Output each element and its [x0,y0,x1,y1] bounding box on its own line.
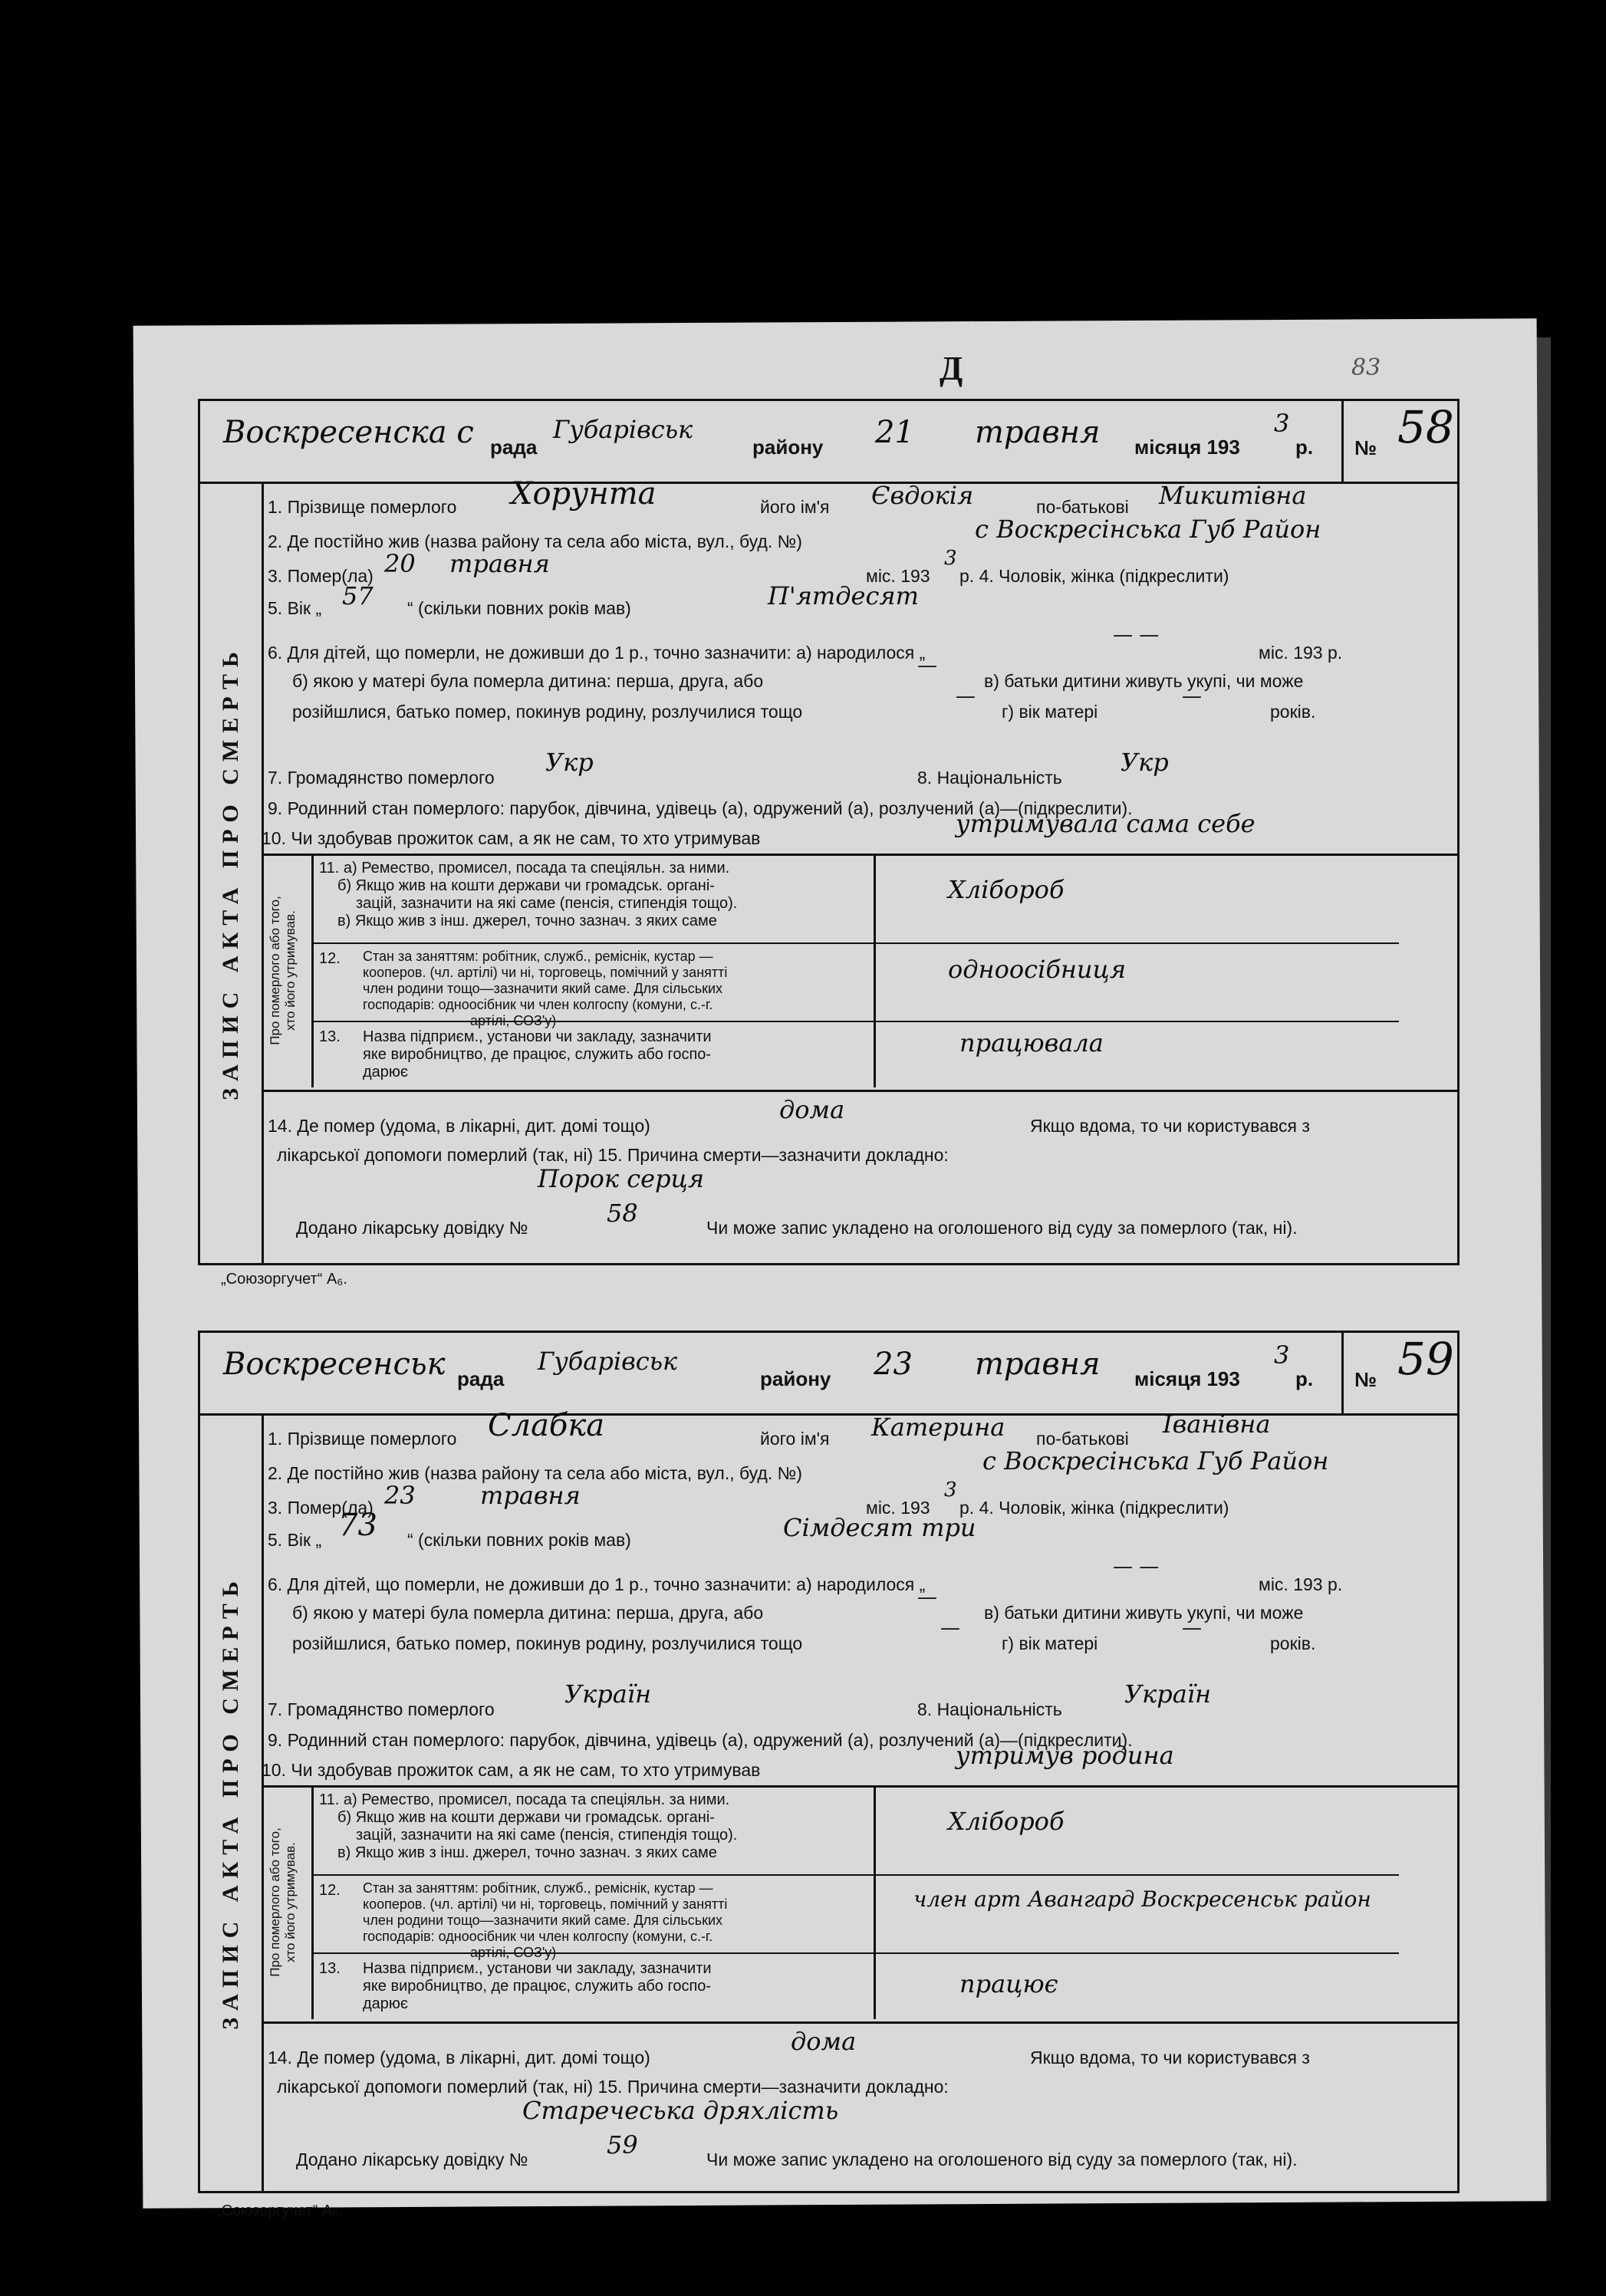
page-letter: Д [940,350,963,387]
field-name: Катерина [871,1413,1005,1442]
field-10-label: 10. Чи здобував прожиток сам, а як не сам, то хто утримував [262,828,761,848]
field-3-month-label: міс. 193 [866,1498,930,1518]
occupation-side-divider [311,1785,314,2019]
field-death-month: травня [449,549,550,578]
header-raion-label: району [760,1367,831,1390]
field-workplace: працювала [959,1028,1104,1058]
header-month-label: місяця 193 [1134,1367,1240,1390]
header-year-digit: 3 [1274,1340,1290,1370]
field-supported: утримув родина [956,1741,1174,1770]
field-6e-label: г) вік матері [1002,702,1098,722]
field-5-label: 5. Вік „ [268,598,322,618]
header-rada-label: рада [490,436,538,459]
field-nationality: Україн [1124,1679,1212,1709]
header-year-digit: 3 [1274,409,1290,438]
header-raion: Губарівськ [538,1347,678,1376]
record-number-box [1341,401,1457,482]
field-status: член арт Авангард Воскресенськ район [913,1886,1371,1912]
field-child-order: — [917,1586,937,1609]
field-cause: Старечеська дряхлість [522,2096,839,2125]
field-12-label: Стан за заняттям: робітник, служб., реміснік, кустар — кооперов. (чл. артілі) чи ні, торговець, помічний у занятті член родини тощо—зазначити який саме. Для сільських господарів: одноосібник чи член колгоспу (комуни, с.-г. артілі, СОЗ'у) [363,949,728,1028]
field-age: 57 [342,581,374,610]
header-day: 21 [875,415,914,450]
field-patronymic: Микитівна [1159,481,1307,510]
field-6-month-label: міс. 193 р. [1259,643,1343,663]
field-6d-label: розійшлися, батько помер, покинув родину, розлучилися тощо [292,1633,803,1653]
field-supported: утримувала сама себе [956,809,1256,838]
record-number-box [1341,1333,1457,1413]
field-6-label: 6. Для дітей, що померли, не доживши до 1 р., точно зазначити: а) народилося „ [268,643,926,663]
field-11-label: 11. а) Ремество, промисел, посада та спеціяльн. за ними. б) Якщо жив на кошти держави чи громадськ. органі- зацій, зазначити на які саме (пенсія, стипендія тощо). в) Якщо жив з інш. джерел, точно зазнач. з яких саме [319,860,738,929]
field-status: одноосібниця [948,955,1127,984]
field-9-label: 9. Родинний стан померлого: парубок, дівчина, удівець (а), одружений (а), розлучений (а)—(підкреслити). [268,798,1133,818]
occupation-value-divider [874,1785,876,2019]
field-15-label: лікарської допомоги померлий (так, ні) 15. Причина смерти—зазначити докладно: [277,1145,949,1165]
field-2-label: 2. Де постійно жив (назва району та села або міста, вул., буд. №) [268,1463,802,1483]
field-certificate: 58 [607,1199,638,1228]
field-1-name-label: його ім'я [760,1429,830,1449]
field-15-label: лікарської допомоги померлий (так, ні) 15. Причина смерти—зазначити докладно: [277,2077,949,2097]
death-record-form-1 [198,399,1460,1265]
corner-page-number: 83 [1351,354,1381,381]
field-6-label: 6. Для дітей, що померли, не доживши до 1 р., точно зазначити: а) народилося „ [268,1574,926,1594]
field-6e-label: г) вік матері [1002,1633,1098,1653]
field-7-label: 7. Громадянство померлого [268,768,495,788]
occupation-row-line-1 [311,1874,1399,1876]
field-16-suffix: Чи може запис укладено на оголошеного від суду за померлого (так, ні). [706,2150,1298,2169]
field-1-patronymic-label: по-батькові [1036,497,1129,517]
field-name: Євдокія [871,481,974,510]
record-number: 59 [1397,1333,1454,1385]
form-header-row [200,401,1457,484]
field-14-suffix: Якщо вдома, то чи користувався з [1030,1116,1310,1136]
occupation-side-note: Про померлого або того, хто його утримував. [268,1827,298,1977]
form-2-footer: „Союзоргучет“ А₆. [216,2202,343,2219]
field-1-label: 1. Прізвище померлого [268,497,457,517]
field-13-number: 13. [319,1028,341,1045]
field-death-day: 23 [384,1481,416,1510]
header-day: 23 [874,1347,913,1382]
field-death-year-digit: 3 [944,547,957,570]
field-3-label: 3. Помер(ла) [268,1498,374,1518]
field-3-month-label: міс. 193 [866,566,930,586]
field-14-suffix: Якщо вдома, то чи користувався з [1030,2048,1310,2067]
field-13-label: Назва підприєм., установи чи закладу, зазначити яке виробництво, де працює, служить або госпо- дарює [363,1028,712,1081]
header-r-label: р. [1295,1367,1314,1390]
header-rada-label: рада [457,1367,505,1390]
field-mother-age: — [1182,685,1202,708]
field-6f-label: років. [1270,1633,1316,1653]
field-8-label: 8. Національність [917,768,1062,788]
header-raion-label: району [752,436,824,459]
field-6c-label: в) батьки дитини живуть укупі, чи може [984,1603,1304,1623]
field-death-month: травня [480,1481,581,1510]
field-citizenship: Укр [545,748,594,777]
field-6b-label: б) якою у матері була померла дитина: перша, друга, або [292,671,764,691]
field-14-label: 14. Де помер (удома, в лікарні, дит. домі тощо) [268,2048,650,2067]
field-13-label: Назва підприєм., установи чи закладу, зазначити яке виробництво, де працює, служить або госпо- дарює [363,1960,712,2012]
field-cause: Порок серця [538,1164,705,1193]
record-number: 58 [1397,401,1454,453]
field-residence: с Воскресінська Губ Район [975,515,1321,544]
field-8-label: 8. Національність [917,1699,1062,1719]
field-nationality: Укр [1121,748,1169,777]
field-age-words: Сімдесят три [783,1513,976,1542]
occupation-side-divider [311,854,314,1087]
field-5-suffix: “ (скільки повних років мав) [407,598,631,618]
occupation-value-divider [874,854,876,1087]
header-village: Воскресенськ [223,1347,446,1382]
field-certificate: 59 [607,2130,638,2159]
field-5-label: 5. Вік „ [268,1530,322,1550]
field-9-label: 9. Родинний стан померлого: парубок, дівчина, удівець (а), одружений (а), розлучений (а)—(підкреслити). [268,1730,1133,1750]
number-label: № [1354,1368,1377,1391]
field-mother-age: — [1182,1617,1202,1640]
field-10-label: 10. Чи здобував прожиток сам, а як не сам, то хто утримував [262,1760,761,1780]
header-r-label: р. [1295,436,1314,459]
field-12-number: 12. [319,950,341,967]
field-4-label: р. 4. Чоловік, жінка (підкреслити) [959,566,1229,586]
field-surname: Хорунта [511,476,657,512]
side-title-column [200,1413,264,2191]
field-6-month-label: міс. 193 р. [1259,1574,1343,1594]
field-child-born: — — [1113,623,1160,646]
header-month-label: місяця 193 [1134,436,1240,459]
field-child-born: — — [1113,1555,1160,1578]
field-6c-label: в) батьки дитини живуть укупі, чи може [984,671,1304,691]
field-place-of-death: дома [791,2027,857,2056]
field-16-label: Додано лікарську довідку № [296,1218,528,1238]
field-3-label: 3. Помер(ла) [268,566,374,586]
field-patronymic: Іванівна [1163,1410,1271,1439]
field-6d-label: розійшлися, батько помер, покинув родину, розлучилися тощо [292,702,803,722]
field-16-suffix: Чи може запис укладено на оголошеного від суду за померлого (так, ні). [706,1218,1298,1238]
header-month: травня [975,415,1101,450]
side-title: ЗАПИС АКТА ПРО СМЕРТЬ [218,1574,243,2030]
field-1-label: 1. Прізвище померлого [268,1429,457,1449]
field-residence: с Воскресінська Губ Район [982,1446,1329,1475]
field-parents: — [940,1617,960,1640]
field-16-label: Додано лікарську довідку № [296,2150,528,2169]
field-12-number: 12. [319,1882,341,1899]
field-2-label: 2. Де постійно жив (назва району та села або міста, вул., буд. №) [268,531,802,551]
header-month: травня [975,1347,1101,1382]
form-header-row [200,1333,1457,1416]
occupation-side-note: Про померлого або того, хто його утримував. [268,896,298,1045]
header-village: Воскресенска с [223,415,474,450]
form-1-footer: „Союзоргучет“ А₆. [221,1271,347,1288]
field-13-number: 13. [319,1960,341,1977]
field-6f-label: років. [1270,702,1316,722]
header-raion: Губарівськ [553,415,693,444]
field-surname: Слабка [488,1408,605,1443]
field-age: 73 [338,1508,377,1543]
field-death-day: 20 [384,549,416,578]
field-age-words: П'ятдесят [768,581,919,610]
field-child-order: — [917,654,937,677]
field-12-label: Стан за заняттям: робітник, служб., реміснік, кустар — кооперов. (чл. артілі) чи ні, торговець, помічний у занятті член родини тощо—зазначити який саме. Для сільських господарів: одноосібник чи член колгоспу (комуни, с.-г. артілі, СОЗ'у) [363,1880,728,1960]
field-citizenship: Україн [564,1679,652,1709]
side-title-column [200,482,264,1263]
field-1-patronymic-label: по-батькові [1036,1429,1129,1449]
field-occupation: Хлібороб [948,875,1065,904]
field-5-suffix: “ (скільки повних років мав) [407,1530,631,1550]
death-record-form-2 [198,1331,1460,2193]
field-parents: — [956,685,976,708]
field-6b-label: б) якою у матері була померла дитина: перша, друга, або [292,1603,764,1623]
field-11-label: 11. а) Ремество, промисел, посада та спеціяльн. за ними. б) Якщо жив на кошти держави чи громадськ. органі- зацій, зазначити на які саме (пенсія, стипендія тощо). в) Якщо жив з інш. джерел, точно зазнач. з яких саме [319,1791,738,1861]
number-label: № [1354,436,1377,459]
field-place-of-death: дома [779,1095,845,1124]
side-title: ЗАПИС АКТА ПРО СМЕРТЬ [218,644,243,1100]
field-7-label: 7. Громадянство померлого [268,1699,495,1719]
field-workplace: працює [959,1969,1058,1998]
field-occupation: Хлібороб [948,1807,1065,1836]
field-death-year-digit: 3 [944,1479,957,1502]
field-1-name-label: його ім'я [760,497,830,517]
field-4-label: р. 4. Чоловік, жінка (підкреслити) [959,1498,1229,1518]
field-14-label: 14. Де помер (удома, в лікарні, дит. домі тощо) [268,1116,650,1136]
occupation-row-line-1 [311,942,1399,944]
